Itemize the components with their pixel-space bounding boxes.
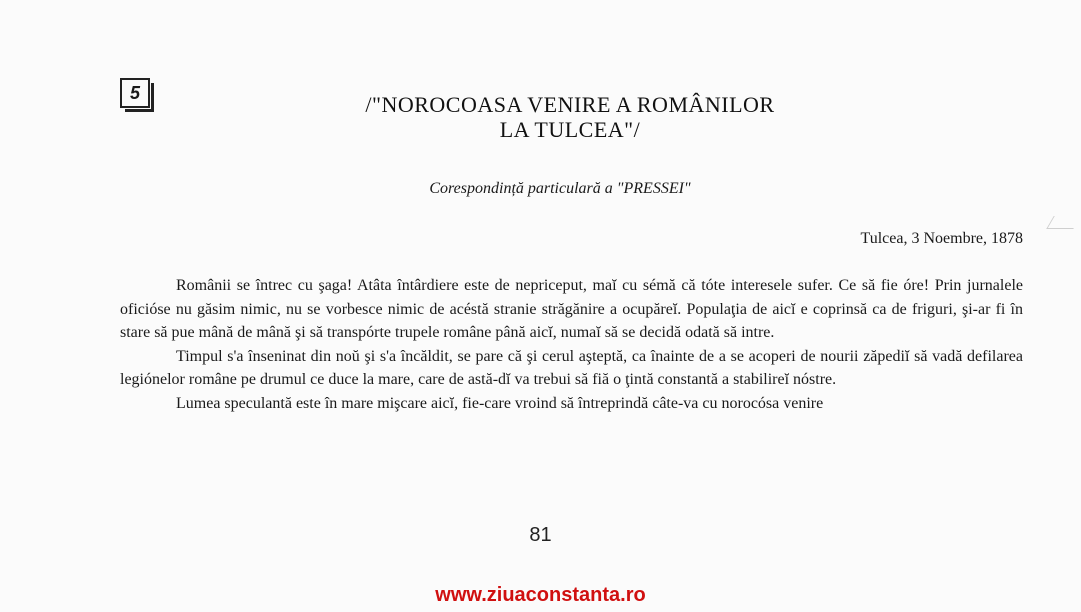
- body-text: [120, 274, 1023, 416]
- chapter-number-badge: 5: [120, 78, 150, 108]
- margin-mark: [1046, 216, 1081, 229]
- page-number: 81: [529, 524, 552, 546]
- paragraph: Lumea speculantă este în mare mişcare aicĭ, fie-care vroind să întreprindă câte-va cu norocósa venire: [176, 394, 824, 412]
- paragraph: Românii se întrec cu şaga! Atâta întârdiere este de nepriceput, maĭ cu sémă că tóte interesele sufer. Ce să fie óre! Prin jurnalele oficióse nu găsim nimic, nu se vorbesce nimic de acéstă stranie străgănire a ocupăreĭ. Populaţia de aicĭ e coprinsă ca de friguri, şi-ar fi în stare să pue mână de mână şi să transpórte trupele române până aicĭ, numaĭ să se decidă odată să intre.: [120, 277, 1023, 342]
- chapter-title-line-2: LA TULCEA"/: [499, 117, 641, 142]
- watermark-url: www.ziuaconstanta.ro: [435, 584, 646, 606]
- paragraph: Timpul s'a înseninat din noŭ şi s'a încăldit, se pare că şi cerul aşteptă, ca înainte de a se acoperi de nourii zăpediĭ să vadă defilarea legiónelor române pe drumul ce duce la mare, care de astă-dĭ va trebui să fiă o ţintă constantă a stabilireĭ nóstre.: [120, 347, 1023, 389]
- chapter-title-line-1: /"NOROCOASA VENIRE A ROMÂNILOR: [365, 92, 775, 117]
- show-through-text: [0, 0, 1081, 14]
- dateline: Tulcea, 3 Noembre, 1878: [860, 230, 1023, 247]
- subtitle: Corespondință particulară a "PRESSEI": [429, 180, 691, 197]
